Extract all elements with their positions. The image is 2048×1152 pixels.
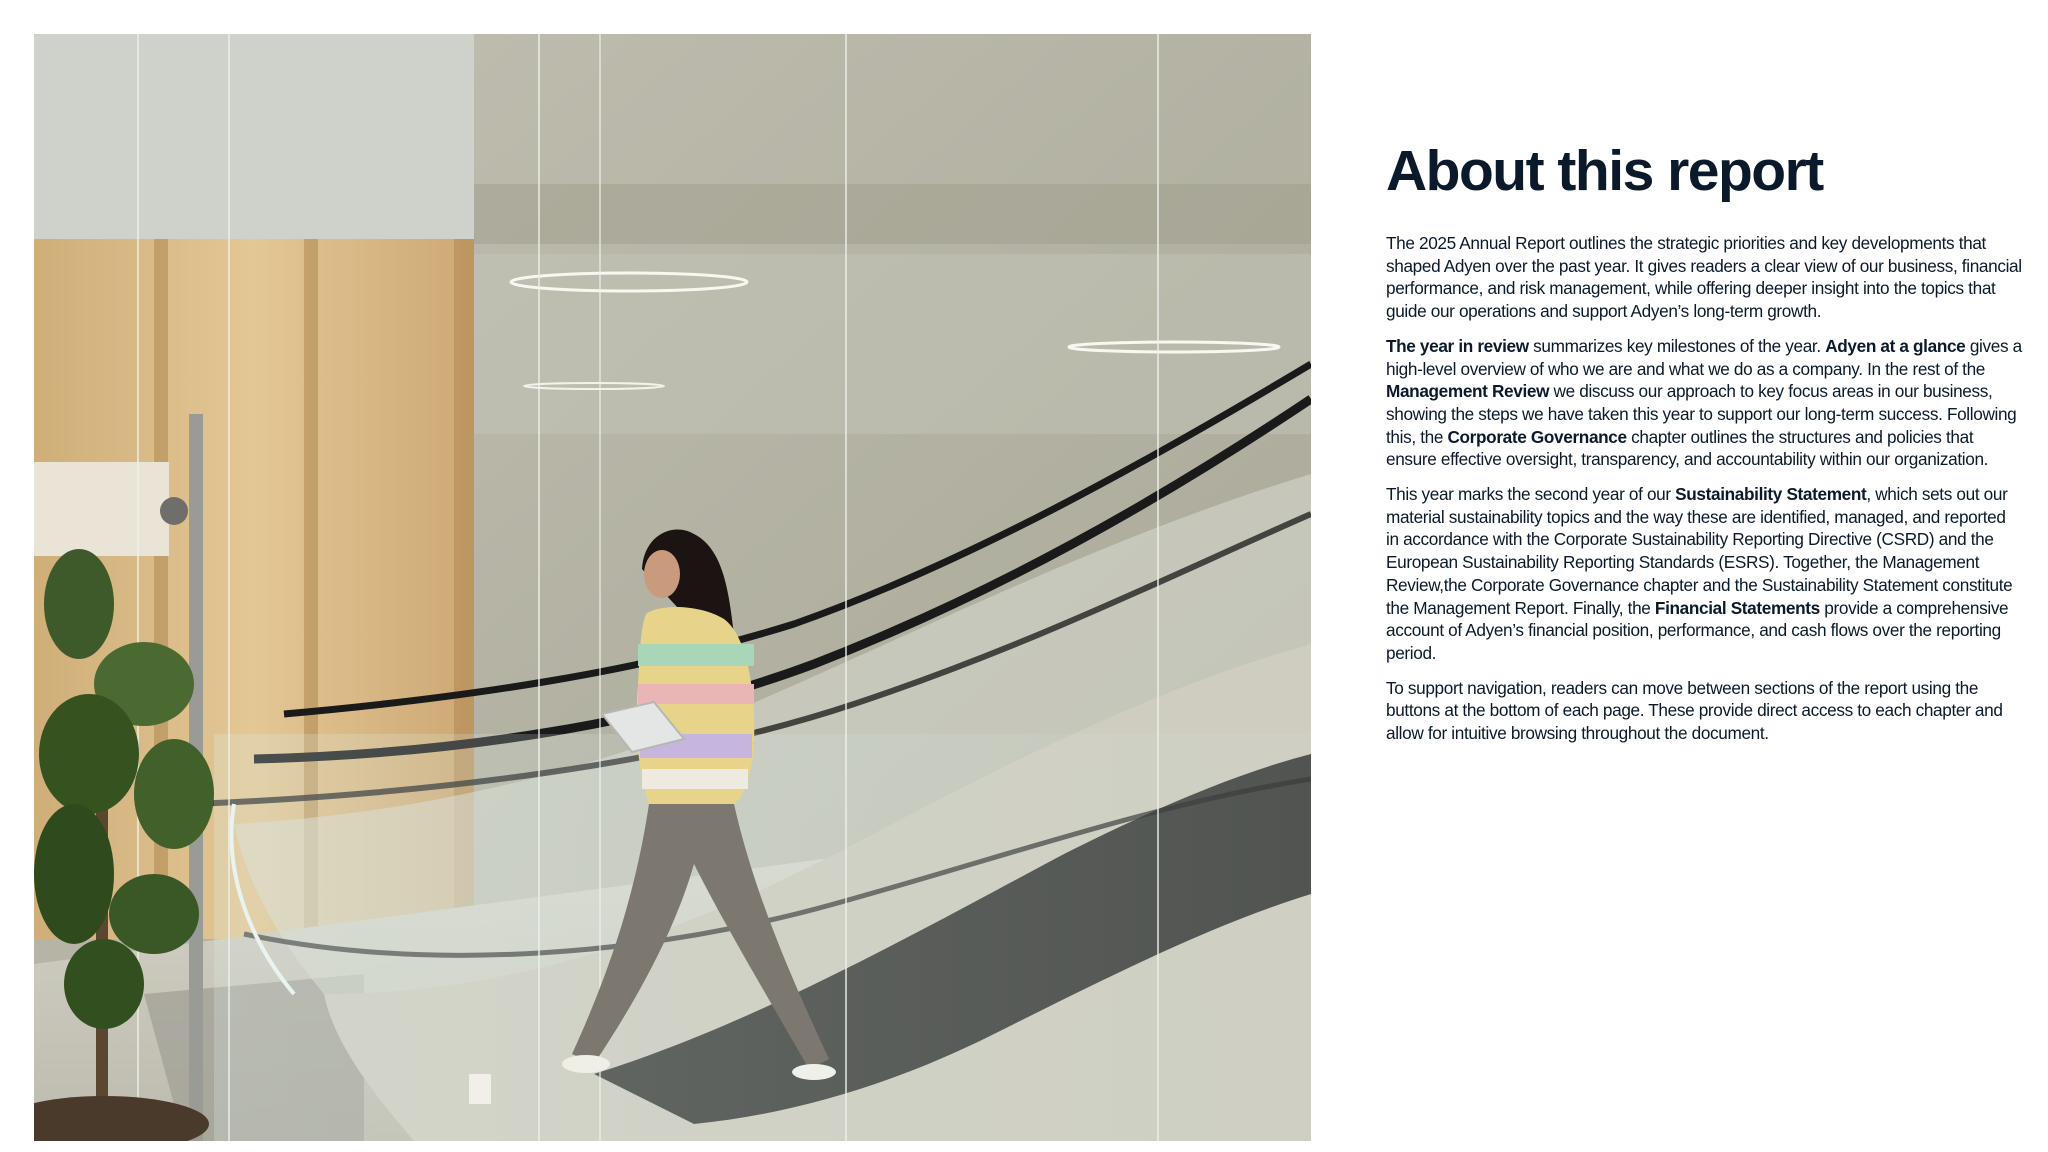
sweater-stripe-mint [638, 644, 754, 666]
intro-paragraph-2 [1386, 335, 2022, 471]
person-shoe [792, 1064, 836, 1080]
sweater-stripe-pink [638, 684, 754, 704]
section-name-year-in-review: The year in review [1386, 335, 1529, 356]
plant-leaf [109, 874, 199, 954]
section-name-sustainability-statement: Sustainability Statement [1675, 484, 1867, 505]
section-name-adyen-at-a-glance: Adyen at a glance [1825, 335, 1966, 356]
paragraph-text: provide a comprehensive account of Adyen’s financial position, performance, and cash flows over the reporting period. [1386, 597, 2009, 663]
plant-leaf [34, 804, 114, 944]
person-face [644, 550, 680, 598]
paragraph-text: we discuss our approach to key focus areas in our business, showing the steps we have taken this year to support our long-term success. Following this, the [1386, 381, 2017, 447]
page-title: About this report [1386, 139, 1823, 203]
plant-leaf [44, 549, 114, 659]
plant-leaf [39, 694, 139, 814]
paragraph-text: , which sets out our material sustainability topics and the way these are identified, managed, and reported in accordance with the Corporate Sustainability Reporting Directive (CSRD) and the European Sustainability Reporting Standards (ESRS). Together, the Management Review,the Corporate Governance chapter and the Sustainability Statement constitute the Management Report. Finally, the [1386, 484, 2013, 618]
wall-sign [34, 462, 169, 556]
paragraph-text: chapter outlines the structures and policies that ensure effective oversight, transparency, and accountability within our organization. [1386, 426, 1989, 470]
left-white-wall [34, 34, 474, 244]
sweater-stripe-white [642, 769, 748, 789]
paragraph-text: summarizes key milestones of the year. [1528, 335, 1826, 356]
section-name-financial-statements: Financial Statements [1654, 597, 1820, 618]
section-name-management-review: Management Review [1386, 381, 1550, 402]
intro-paragraph-4 [1386, 677, 2022, 745]
floor-candle [469, 1074, 491, 1104]
report-intro-text [1386, 138, 2022, 757]
person-shoe [562, 1055, 610, 1073]
office-escalator-photo [34, 34, 1311, 1141]
paragraph-text: The 2025 Annual Report outlines the strategic priorities and key developments that shaped Adyen over the past year. It gives readers a clear view of our business, financial performance, and risk management, while offering deeper insight into the topics that guide our operations and support Adyen’s long-term growth. [1386, 233, 2022, 322]
plant-leaf [64, 939, 144, 1029]
intro-paragraph-1 [1386, 232, 2022, 323]
door-handle-knob [160, 497, 188, 525]
section-name-corporate-governance: Corporate Governance [1447, 426, 1627, 447]
intro-paragraph-3 [1386, 483, 2022, 665]
paragraph-text: To support navigation, readers can move between sections of the report using the buttons at the bottom of each page. These provide direct access to each chapter and allow for intuitive browsing throughout the document. [1386, 677, 2003, 744]
plant-leaf [134, 739, 214, 849]
photo-illustration [34, 34, 1311, 1141]
paragraph-text: This year marks the second year of our [1386, 484, 1676, 505]
paragraph-text: gives a high-level overview of who we are and what we do as a company. In the rest of the [1386, 335, 2022, 379]
